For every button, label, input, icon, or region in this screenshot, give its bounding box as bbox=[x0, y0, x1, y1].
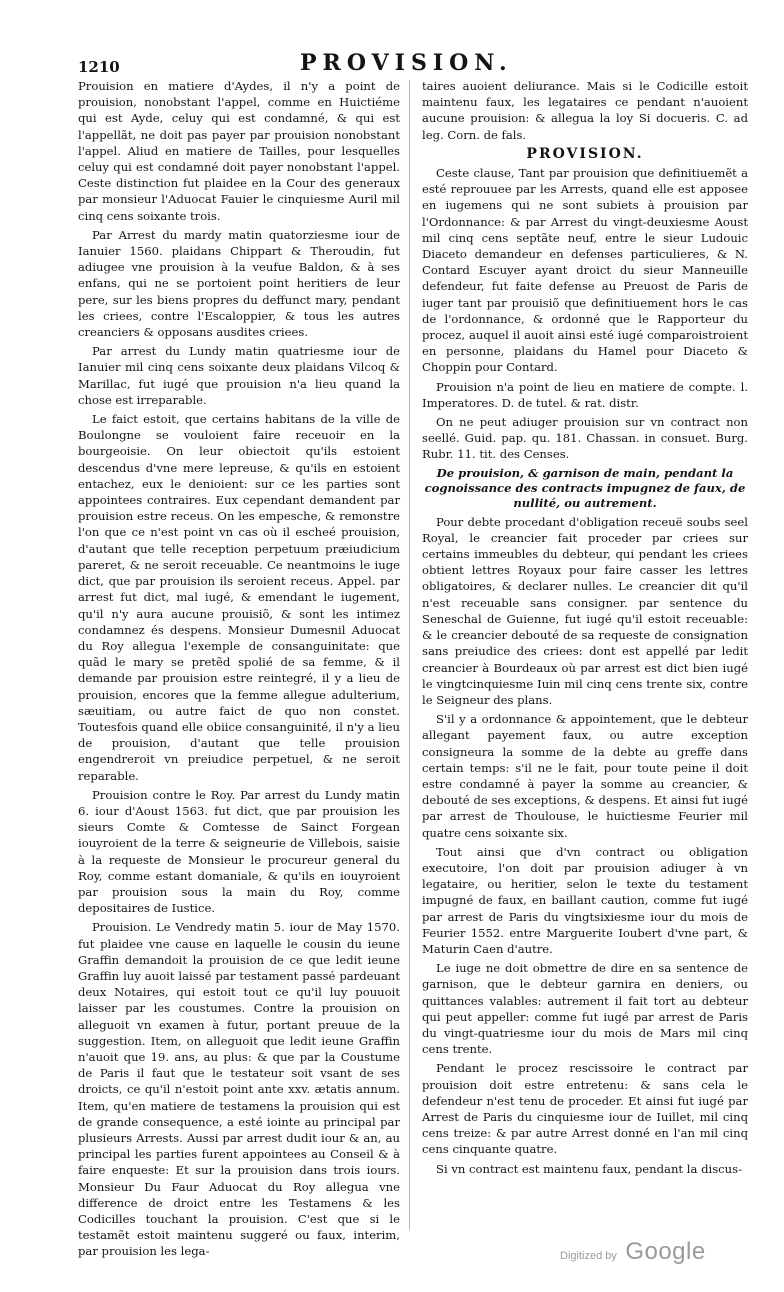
paragraph: Par Arrest du mardy matin quatorziesme iour de Ianuier 1560. plaidans Chippart & Theroudin, fut adiugee vne prouision à la veufue Baldon, & à ses enfans, qui ne se portoient point heritiers de leur pere, sur les biens propres du deffunct mary, pendant les criees, contre l'Escaloppier, & tous les autres creanciers & opposans ausdites criees. bbox=[78, 227, 400, 340]
digitized-watermark bbox=[560, 1238, 706, 1266]
running-title: PROVISION. bbox=[300, 50, 513, 76]
google-logo: Google bbox=[625, 1238, 706, 1265]
column-divider bbox=[409, 80, 410, 1230]
continuation-paragraph: taires auoient deliurance. Mais si le Codicille estoit maintenu faux, les legataires ce pendant n'auoient aucune prouision: & allegua la loy Si docueris. C. ad leg. Corn. de fals. bbox=[422, 79, 748, 142]
paragraph: Pour debte procedant d'obligation receuë soubs seel Royal, le creancier fait proceder par criees sur certains immeubles du debteur, qui pendant les criees obtient lettres Royaux pour faire casser les lettres obligatoires, & declarer nulles. Le creancier dit qu'il n'est receuable sans consigner. par sentence du Seneschal de Guienne, fut iugé qu'il estoit receuable: & le creancier debouté de sa requeste de consignation sans preiudice des criees: dont est appellé par ledit creancier à Bourdeaux où par arrest est dict bien iugé le vingtcinquiesme Iuin mil cinq cens trente six, contre le Seigneur des plans. bbox=[422, 514, 748, 707]
paragraph: Le iuge ne doit obmettre de dire en sa sentence de garnison, que le debteur garnira en deniers, ou quittances valables: autrement il fait tort au debteur qui peut appeller: comme fut iugé par arrest de Paris du vingt-quatriesme iour du mois de Mars mil cinq cens trente. bbox=[422, 961, 748, 1057]
paragraph: Ceste clause, Tant par prouision que definitiuemẽt a esté reprouuee par les Arrests, quand elle est apposee en iugemens qui ne sont subiets à prouision par l'Ordonnance: & par Arrest du vingt-deuxiesme Aoust mil cinq cens septãte neuf, entre le sieur Ludouic Diaceto demandeur en defenses particulieres, & N. Contard Escuyer ayant droict du sieur Manneuille defendeur, fut faite defense au Preuost de Paris de iuger tant par prouisiõ que definitiuement hors le cas de l'ordonnance, & ordonné que le Rapporteur du procez, auquel il auoit ainsi esté iugé comparoistroient en personne, plaidans du Hamel pour Diaceto & Choppin pour Contard. bbox=[422, 166, 748, 375]
section-title: PROVISION. bbox=[526, 145, 644, 162]
paragraph: Tout ainsi que d'vn contract ou obligation executoire, l'on doit par prouision adiuger à vn legataire, ou heritier, selon le texte du testament impugné de faux, en baillant caution, comme fut iugé par arrest de Paris du vingtsixiesme iour du mois de Feurier 1552. entre Marguerite Ioubert d'vne part, & Maturin Caen d'autre. bbox=[422, 844, 748, 956]
watermark-prefix: Digitized by bbox=[560, 1250, 617, 1262]
paragraph: Prouision en matiere d'Aydes, il n'y a point de prouision, nonobstant l'appel, comme en Huictiéme qui est Ayde, celuy qui est condamné, & qui est l'appellãt, ne doit pas payer par prouision nonobstant l'appel. Aliud en matiere de Tailles, pour lesquelles celuy qui est condamné doit payer nonobstant l'appel. Ceste distinction fut plaidee en la Cour des generaux par monsieur l'Aduocat Fauier le cinquiesme Auril mil cinq cens soixante trois. bbox=[78, 79, 400, 223]
paragraph: Prouision contre le Roy. Par arrest du Lundy matin 6. iour d'Aoust 1563. fut dict, que par prouision les sieurs Comte & Comtesse de Sainct Forgean iouyroient de la terre & seigneurie de Villebois, saisie à la requeste de Monsieur le procureur general du Roy, comme estant domaniale, & qu'ils en iouyroient par prouision sous la main du Roy, comme depositaires de Iustice. bbox=[78, 787, 400, 916]
subsection-heading: De prouision, & garnison de main, pendant la cognoissance des contracts impugnez de faux, de nullité, ou autrement. bbox=[424, 465, 746, 510]
paragraph: On ne peut adiuger prouision sur vn contract non seellé. Guid. pap. qu. 181. Chassan. in consuet. Burg. Rubr. 11. tit. des Censes. bbox=[422, 415, 748, 462]
paragraph: Par arrest du Lundy matin quatriesme iour de Ianuier mil cinq cens soixante deux plaidans Vilcoq & Marillac, fut iugé que prouision n'a lieu quand la chose est irreparable. bbox=[78, 344, 400, 407]
paragraph: Le faict estoit, que certains habitans de la ville de Boulongne se vouloient faire receuoir en la bourgeoisie. On leur obiectoit qu'ils estoient descendus d'vne mere lepreuse, & qu'ils en estoient entachez, eux le denioient: sur ce les parties sont appointees contraires. Eux cependant demandent par prouision estre receus. On les empesche, & remonstre l'on que ce n'est point vn cas où il escheé prouision, d'autant que telle reception perpetuum præiudicium pareret, & ne seroit receuable. Ce neantmoins le iuge dict, que par prouision ils seroient receus. Appel. par arrest fut dict, mal iugé, & emendant le iugement, qu'il n'y aura aucune prouisiõ, & sont les intimez condamnez és despens. Monsieur Dumesnil Aduocat du Roy allegua l'exemple de consanguinitate: que quãd le mary se pretẽd spolié de sa femme, & il demande par prouision estre reintegré, il y a lieu de prouision, encores que la femme allegue adulterium, sæuitiam, ou autre faict de quo non constet. Toutesfois quand elle obiice consanguinité, il n'y a lieu de prouision, d'autant que telle prouision engendreroit vn preiudice perpetuel, & ne seroit reparable. bbox=[78, 412, 400, 783]
paragraph: S'il y a ordonnance & appointement, que le debteur allegant payement faux, ou autre exception consigneura la somme de la debte au greffe dans certain temps: s'il ne le fait, pour toute peine il doit estre condamné à payer la somme au creancier, & debouté de ses exceptions, & despens. Et ainsi fut iugé par arrest de Thoulouse, le huictiesme Feurier mil quatre cens soixante six. bbox=[422, 712, 748, 840]
right-column bbox=[422, 78, 748, 1180]
paragraph: Si vn contract est maintenu faux, pendant la discus- bbox=[436, 1161, 742, 1176]
left-column bbox=[78, 78, 400, 1263]
paragraph: Prouision n'a point de lieu en matiere de compte. l. Imperatores. D. de tutel. & rat. distr. bbox=[422, 379, 748, 410]
paragraph: Pendant le procez rescissoire le contract par prouision doit estre entretenu: & sans cela le defendeur n'est tenu de proceder. Et ainsi fut iugé par Arrest de Paris du cinquiesme iour de Iuillet, mil cinq cens treize: & par autre Arrest donné en l'an mil cinq cens cinquante quatre. bbox=[422, 1061, 748, 1157]
paragraph: Prouision. Le Vendredy matin 5. iour de May 1570. fut plaidee vne cause en laquelle le cousin du ieune Graffin demandoit la prouision de ce que ledit ieune Graffin luy auoit laissé par testament passé pardeuant deux Notaires, qui estoit tout ce qu'il luy pouuoit laisser par les coustumes. Contre la prouision on alleguoit vn examen à futur, portant preuue de la suggestion. Item, on alleguoit que ledit ieune Graffin n'auoit que 19. ans, au plus: & que par la Coustume de Paris il faut que le testateur soit vsant de ses droicts, ce qu'il n'estoit point ante xxv. ætatis annum. Item, qu'en matiere de testamens la prouision qui est de grande consequence, a esté iointe au principal par plusieurs Arrests. Aussi par arrest dudit iour & an, au principal les parties furent appointees au Conseil & à faire enqueste: Et sur la prouision dans trois iours. Monsieur Du Faur Aduocat du Roy allegua vne difference de droict entre les Testamens & les Codicilles touchant la prouision. C'est que si le testamẽt estoit maintenu suggeré ou faux, interim, par prouision les lega- bbox=[78, 920, 400, 1259]
page-number: 1210 bbox=[78, 58, 120, 76]
